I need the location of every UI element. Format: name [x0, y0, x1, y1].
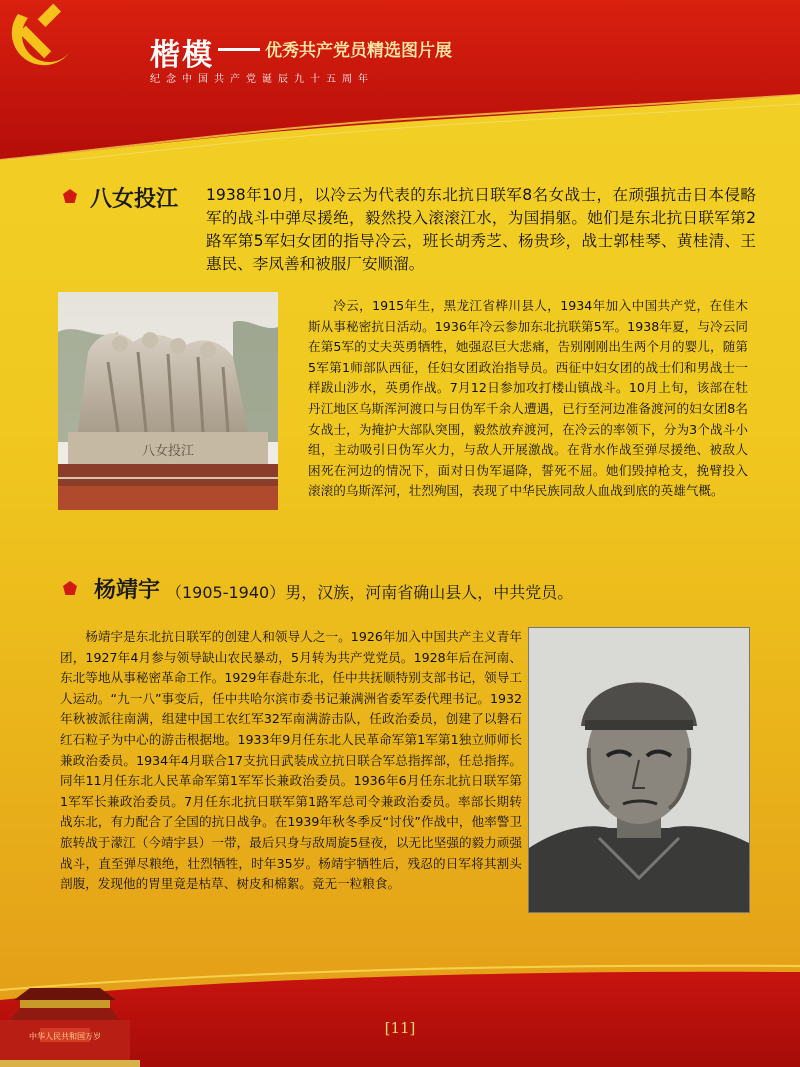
- pentagon-bullet-icon: [62, 188, 78, 204]
- statue-photo: [58, 292, 278, 510]
- gate-sign: 中华人民共和国万岁: [29, 1032, 101, 1041]
- section-body-yang-jingyu: 杨靖宇是东北抗日联军的创建人和领导人之一。1926年加入中国共产主义青年团，1927年4月参与领导缺山农民暴动，5月转为共产党党员。1928年后在河南、东北等地从事秘密革命工作。1929年春赴东北，任中共抚顺特别支部书记，领导工人运动。“九一八”事变后，任中共哈尔滨市委书记兼满洲省委军委代理书记。1932年秋被派往南满，组建中国工农红军32军南满游击队，任政治委员，创建了以磐石红石粒子为中心的游击根据地。1933年9月任东北人民革命军第1军第1独立师师长兼政治委员。1934年4月联合17支抗日武装成立抗日联合军总指挥部，任总指挥。同年11月任东北人民革命军第1军军长兼政治委员。1936年6月任东北抗日联军第1军军长兼政治委员。7月任东北抗日联军第1路军总司令兼政治委员。率部长期转战东北，有力配合了全国的抗日战争。在1939年秋冬季反“讨伐”作战中，他率警卫旅转战于濛江（今靖宇县）一带，最后只身与敌周旋5昼夜，以无比坚强的毅力顽强战斗，直至弹尽粮绝，壮烈牺牲，时年35岁。杨靖宇牺牲后，残忍的日军将其割头剖腹，发现他的胃里竟是枯草、树皮和棉絮。竟无一粒粮食。: [60, 629, 522, 892]
- title-dash: [218, 48, 260, 51]
- hammer-sickle-icon: [0, 0, 80, 80]
- header-subtitle: 优秀共产党员精选图片展: [265, 41, 452, 61]
- section-body-eight-women: 冷云，1915年生，黑龙江省桦川县人，1934年加入中国共产党，在佳木斯从事秘密抗日活动。1936年冷云参加东北抗联第5军。1938年夏，与冷云同在第5军的丈夫英勇牺牲，她强忍巨大悲痛，告别刚刚出生两个月的婴儿，随第5军第1师部队西征，任妇女团政治指导员。西征中妇女团的战士们和男战士一样跋山涉水，英勇作战。7月12日参加攻打楼山镇战斗。10月上旬，该部在牡丹江地区乌斯浑河渡口与日伪军千余人遭遇，已行至河边准备渡河的妇女团8名女战士，为掩护大部队突围，毅然放弃渡河，在冷云的率领下，分为3个战斗小组，主动吸引日伪军火力，与敌人开展激战。在背水作战至弹尽援绝、被敌人困死在河边的情况下，面对日伪军逼降，誓死不屈。她们毁掉枪支，挽臂投入滚滚的乌斯浑河，壮烈殉国，表现了中华民族同敌人血战到底的英雄气概。: [308, 298, 748, 499]
- section-heading-yang-jingyu: 杨靖宇: [94, 578, 161, 603]
- portrait-photo: [528, 627, 750, 913]
- header-title: 楷模: [150, 38, 214, 73]
- page-number: [11]: [384, 1019, 416, 1037]
- header-tagline: 纪念中国共产党诞辰九十五周年: [150, 74, 374, 85]
- section-lead-eight-women: 1938年10月，以冷云为代表的东北抗日联军8名女战士，在顽强抗击日本侵略军的战斗中弹尽援绝，毅然投入滚滚江水，为国捐躯。她们是东北抗日联军第2路军第5军妇女团的指导冷云，班长胡秀芝、杨贵珍，战士郭桂琴、黄桂清、王惠民、李凤善和被服厂安顺溜。: [206, 186, 756, 273]
- header-band: [0, 0, 800, 160]
- page-header: [0, 0, 800, 160]
- page-footer: [0, 960, 800, 1067]
- pentagon-bullet-icon: [62, 580, 78, 596]
- statue-inscription: 八女投江: [141, 444, 195, 459]
- section-heading-eight-women: 八女投江: [90, 187, 179, 212]
- section-subheading-yang-jingyu: （1905-1940）男，汉族，河南省确山县人，中共党员。: [166, 583, 574, 602]
